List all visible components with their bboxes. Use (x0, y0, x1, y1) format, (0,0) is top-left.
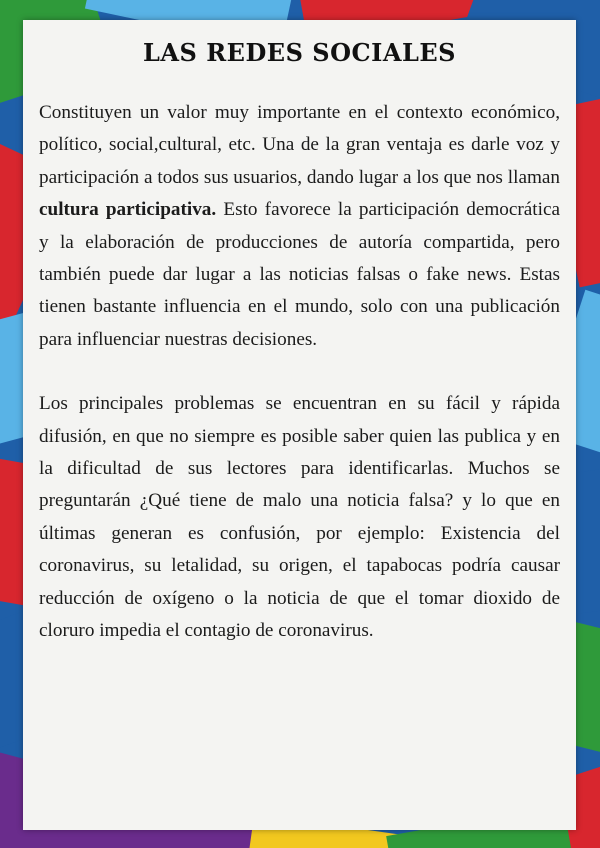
paragraph-1-bold-term: cultura participativa. (39, 199, 217, 221)
paragraph-1-text-end: Esto favorece la participación democrática y la elaboración de producciones de autoría compartida, pero también puede dar lugar a las noticias falsas o fake news. Estas tienen bastante influencia en el mundo, solo con una publicación para influenciar nuestras decisiones. (39, 199, 561, 350)
document-page (23, 20, 576, 830)
paragraph-2: Los principales problemas se encuentran en su fácil y rápida difusión, en que no siempre es posible saber quien las publica y en la dificultad de sus lectores para identificarlas. Muchos se preguntarán ¿Qué tiene de malo una noticia falsa? y lo que en últimas generan es confusión, por ejemplo: Existencia del coronavirus, su letalidad, su origen, el tapabocas podría causar reducción de oxígeno o la noticia de que el tomar dioxido de cloruro impedia el contagio de coronavirus. (39, 393, 560, 642)
paragraph-1-text-start: Constituyen un valor muy importante en el contexto económico, político, social,cultural, etc. Una de la gran ventaja es darle voz y participación a todos sus usuarios, dando lugar a los que nos llaman (39, 102, 560, 188)
document-title: LAS REDES SOCIALES (143, 38, 456, 67)
paragraph-1 (39, 97, 560, 356)
